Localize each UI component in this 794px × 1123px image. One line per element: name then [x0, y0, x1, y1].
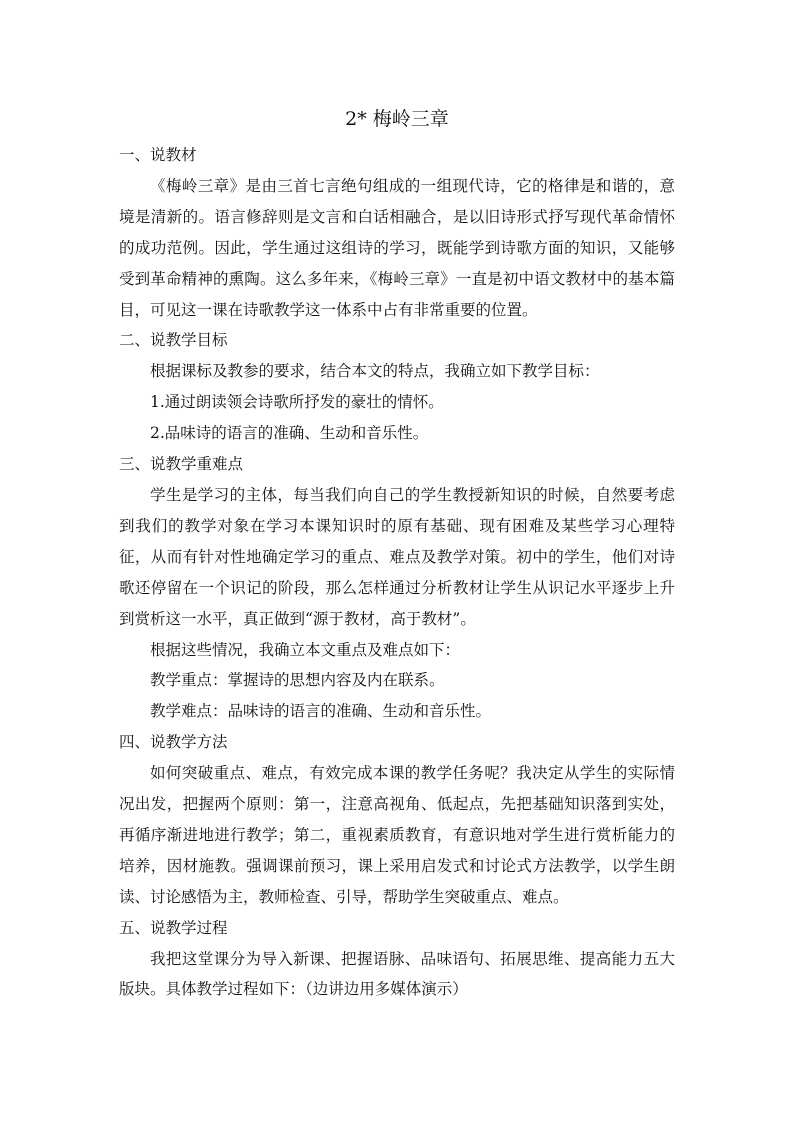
goals-intro-paragraph: 根据课标及教参的要求，结合本文的特点，我确立如下教学目标：: [150, 362, 600, 381]
section-heading-textbook: 一、说教材: [119, 146, 197, 164]
document-body: [119, 140, 675, 1005]
process-paragraph: 我把这堂课分为导入新课、把握语脉、品味语句、拓展思维、提高能力五大版块。具体教学过程如下：（边讲边用多媒体演示）: [119, 949, 675, 999]
textbook-paragraph: 《梅岭三章》是由三首七言绝句组成的一组现代诗，它的格律是和谐的，意境是清新的。语言修辞则是文言和白话相融合，是以旧诗形式抒写现代革命情怀的成功范例。因此，学生通过这组诗的学习，既能学到诗歌方面的知识，又能够受到革命精神的熏陶。这么多年来，《梅岭三章》一直是初中语文教材中的基本篇目，可见这一课在诗歌教学这一体系中占有非常重要的位置。: [119, 176, 675, 319]
goal-item-2: 2.品味诗的语言的准确、生动和音乐性。: [150, 424, 429, 443]
methods-paragraph: 如何突破重点、难点，有效完成本课的教学任务呢？我决定从学生的实际情况出发，把握两个原则：第一，注意高视角、低起点，先把基础知识落到实处，再循序渐进地进行教学；第二，重视素质教育，有意识地对学生进行赏析能力的培养，因材施教。强调课前预习，课上采用启发式和讨论式方法教学，以学生朗读、讨论感悟为主，教师检查、引导，帮助学生突破重点、难点。: [119, 764, 675, 906]
document-title: 2* 梅岭三章: [345, 108, 449, 130]
teaching-key-point: 教学重点：掌握诗的思想内容及内在联系。: [150, 671, 445, 690]
goal-item-1: 1.通过朗读领会诗歌所抒发的豪壮的情怀。: [150, 393, 444, 412]
section-heading-goals: 二、说教学目标: [119, 331, 228, 350]
key-points-intro: 根据这些情况，我确立本文重点及难点如下：: [150, 640, 461, 659]
section-heading-key-points: 三、说教学重难点: [119, 455, 244, 474]
key-points-paragraph: 学生是学习的主体，每当我们向自己的学生教授新知识的时候，自然要考虑到我们的教学对象在学习本课知识时的原有基础、现有困难及某些学习心理特征，从而有针对性地确定学习的重点、难点及教学对策。初中的学生，他们对诗歌还停留在一个识记的阶段，那么怎样通过分析教材让学生从识记水平逐步上升到赏析这一水平，真正做到“源于教材，高于教材”。: [119, 485, 675, 628]
section-heading-methods: 四、说教学方法: [119, 733, 228, 752]
teaching-difficult-point: 教学难点：品味诗的语言的准确、生动和音乐性。: [150, 702, 492, 721]
section-heading-process: 五、说教学过程: [119, 918, 228, 937]
